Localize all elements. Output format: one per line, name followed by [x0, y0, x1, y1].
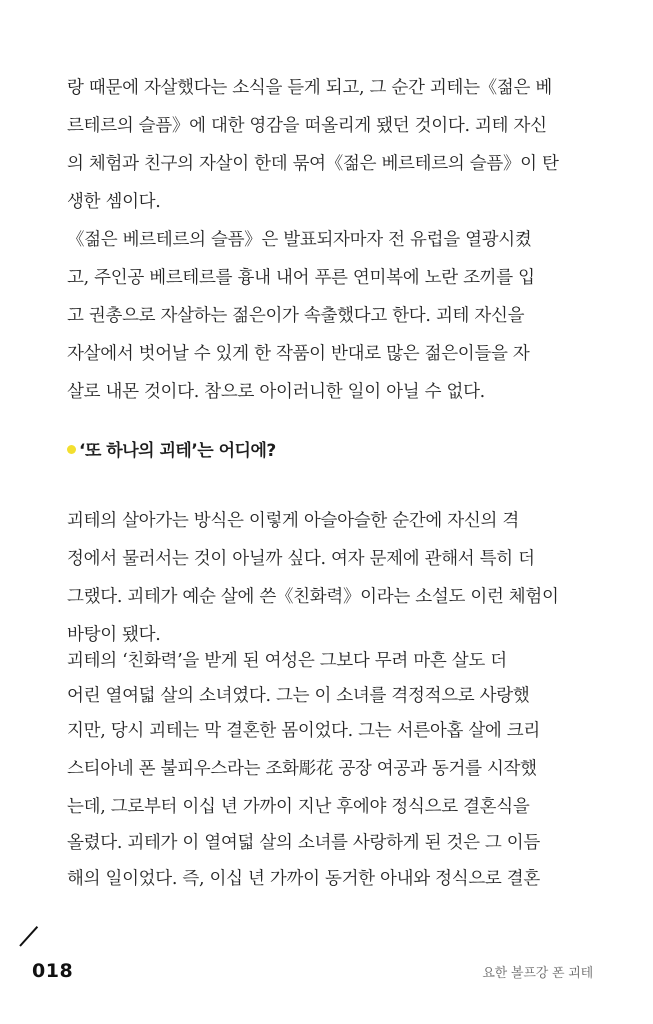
paragraph-line: 《젊은 베르테르의 슬픔》은 발표되자마자 전 유럽을 열광시켰 [67, 230, 532, 250]
paragraph-line: 의 체험과 친구의 자살이 한데 묶여《젊은 베르테르의 슬픔》이 탄 [67, 154, 559, 174]
running-title: 요한 볼프강 폰 괴테 [482, 966, 593, 981]
paragraph-line: 해의 일이었다. 즉, 이십 년 가까이 동거한 아내와 정식으로 결혼 [67, 869, 541, 889]
paragraph-line: 르테르의 슬픔》에 대한 영감을 떠올리게 됐던 것이다. 괴테 자신 [67, 116, 547, 136]
paragraph-line: 괴테의 ‘친화력’을 받게 된 여성은 그보다 무려 마흔 살도 더 [67, 651, 507, 671]
paragraph-line: 는데, 그로부터 이십 년 가까이 지난 후에야 정식으로 결혼식을 [67, 797, 530, 817]
paragraph-line: 지만, 당시 괴테는 막 결혼한 몸이었다. 그는 서른아홉 살에 크리 [67, 721, 541, 741]
paragraph-line: 스티아네 폰 불피우스라는 조화彫花 공장 여공과 동거를 시작했 [67, 759, 537, 779]
paragraph-line: 자살에서 벗어날 수 있게 한 작품이 반대로 많은 젊은이들을 자 [67, 344, 530, 364]
page-number: 018 [32, 960, 74, 982]
paragraph-line: 바탕이 됐다. [67, 625, 161, 645]
paragraph-line: 살로 내몬 것이다. 참으로 아이러니한 일이 아닐 수 없다. [67, 382, 485, 402]
paragraph-line: 올렸다. 괴테가 이 열여덟 살의 소녀를 사랑하게 된 것은 그 이듬 [67, 833, 541, 853]
paragraph-line: 괴테의 살아가는 방식은 이렇게 아슬아슬한 순간에 자신의 격 [67, 511, 519, 531]
paragraph-line: 어린 열여덟 살의 소녀였다. 그는 이 소녀를 격정적으로 사랑했 [67, 686, 530, 706]
section-heading [67, 436, 276, 466]
paragraph-line: 그랬다. 괴테가 예순 살에 쓴《친화력》이라는 소설도 이런 체험이 [67, 587, 559, 607]
yellow-bullet-icon [67, 445, 76, 454]
paragraph-line: 정에서 물러서는 것이 아닐까 싶다. 여자 문제에 관해서 특히 더 [67, 549, 535, 569]
folio-slash-decoration [19, 926, 38, 947]
paragraph-line: 고, 주인공 베르테르를 흉내 내어 푸른 연미복에 노란 조끼를 입 [67, 268, 535, 288]
paragraph-line: 고 권총으로 자살하는 젊은이가 속출했다고 한다. 괴테 자신을 [67, 306, 525, 326]
paragraph-line: 생한 셈이다. [67, 192, 161, 212]
section-heading-text: ‘또 하나의 괴테’는 어디에? [79, 441, 276, 461]
paragraph-line: 랑 때문에 자살했다는 소식을 듣게 되고, 그 순간 괴테는《젊은 베 [67, 78, 552, 98]
